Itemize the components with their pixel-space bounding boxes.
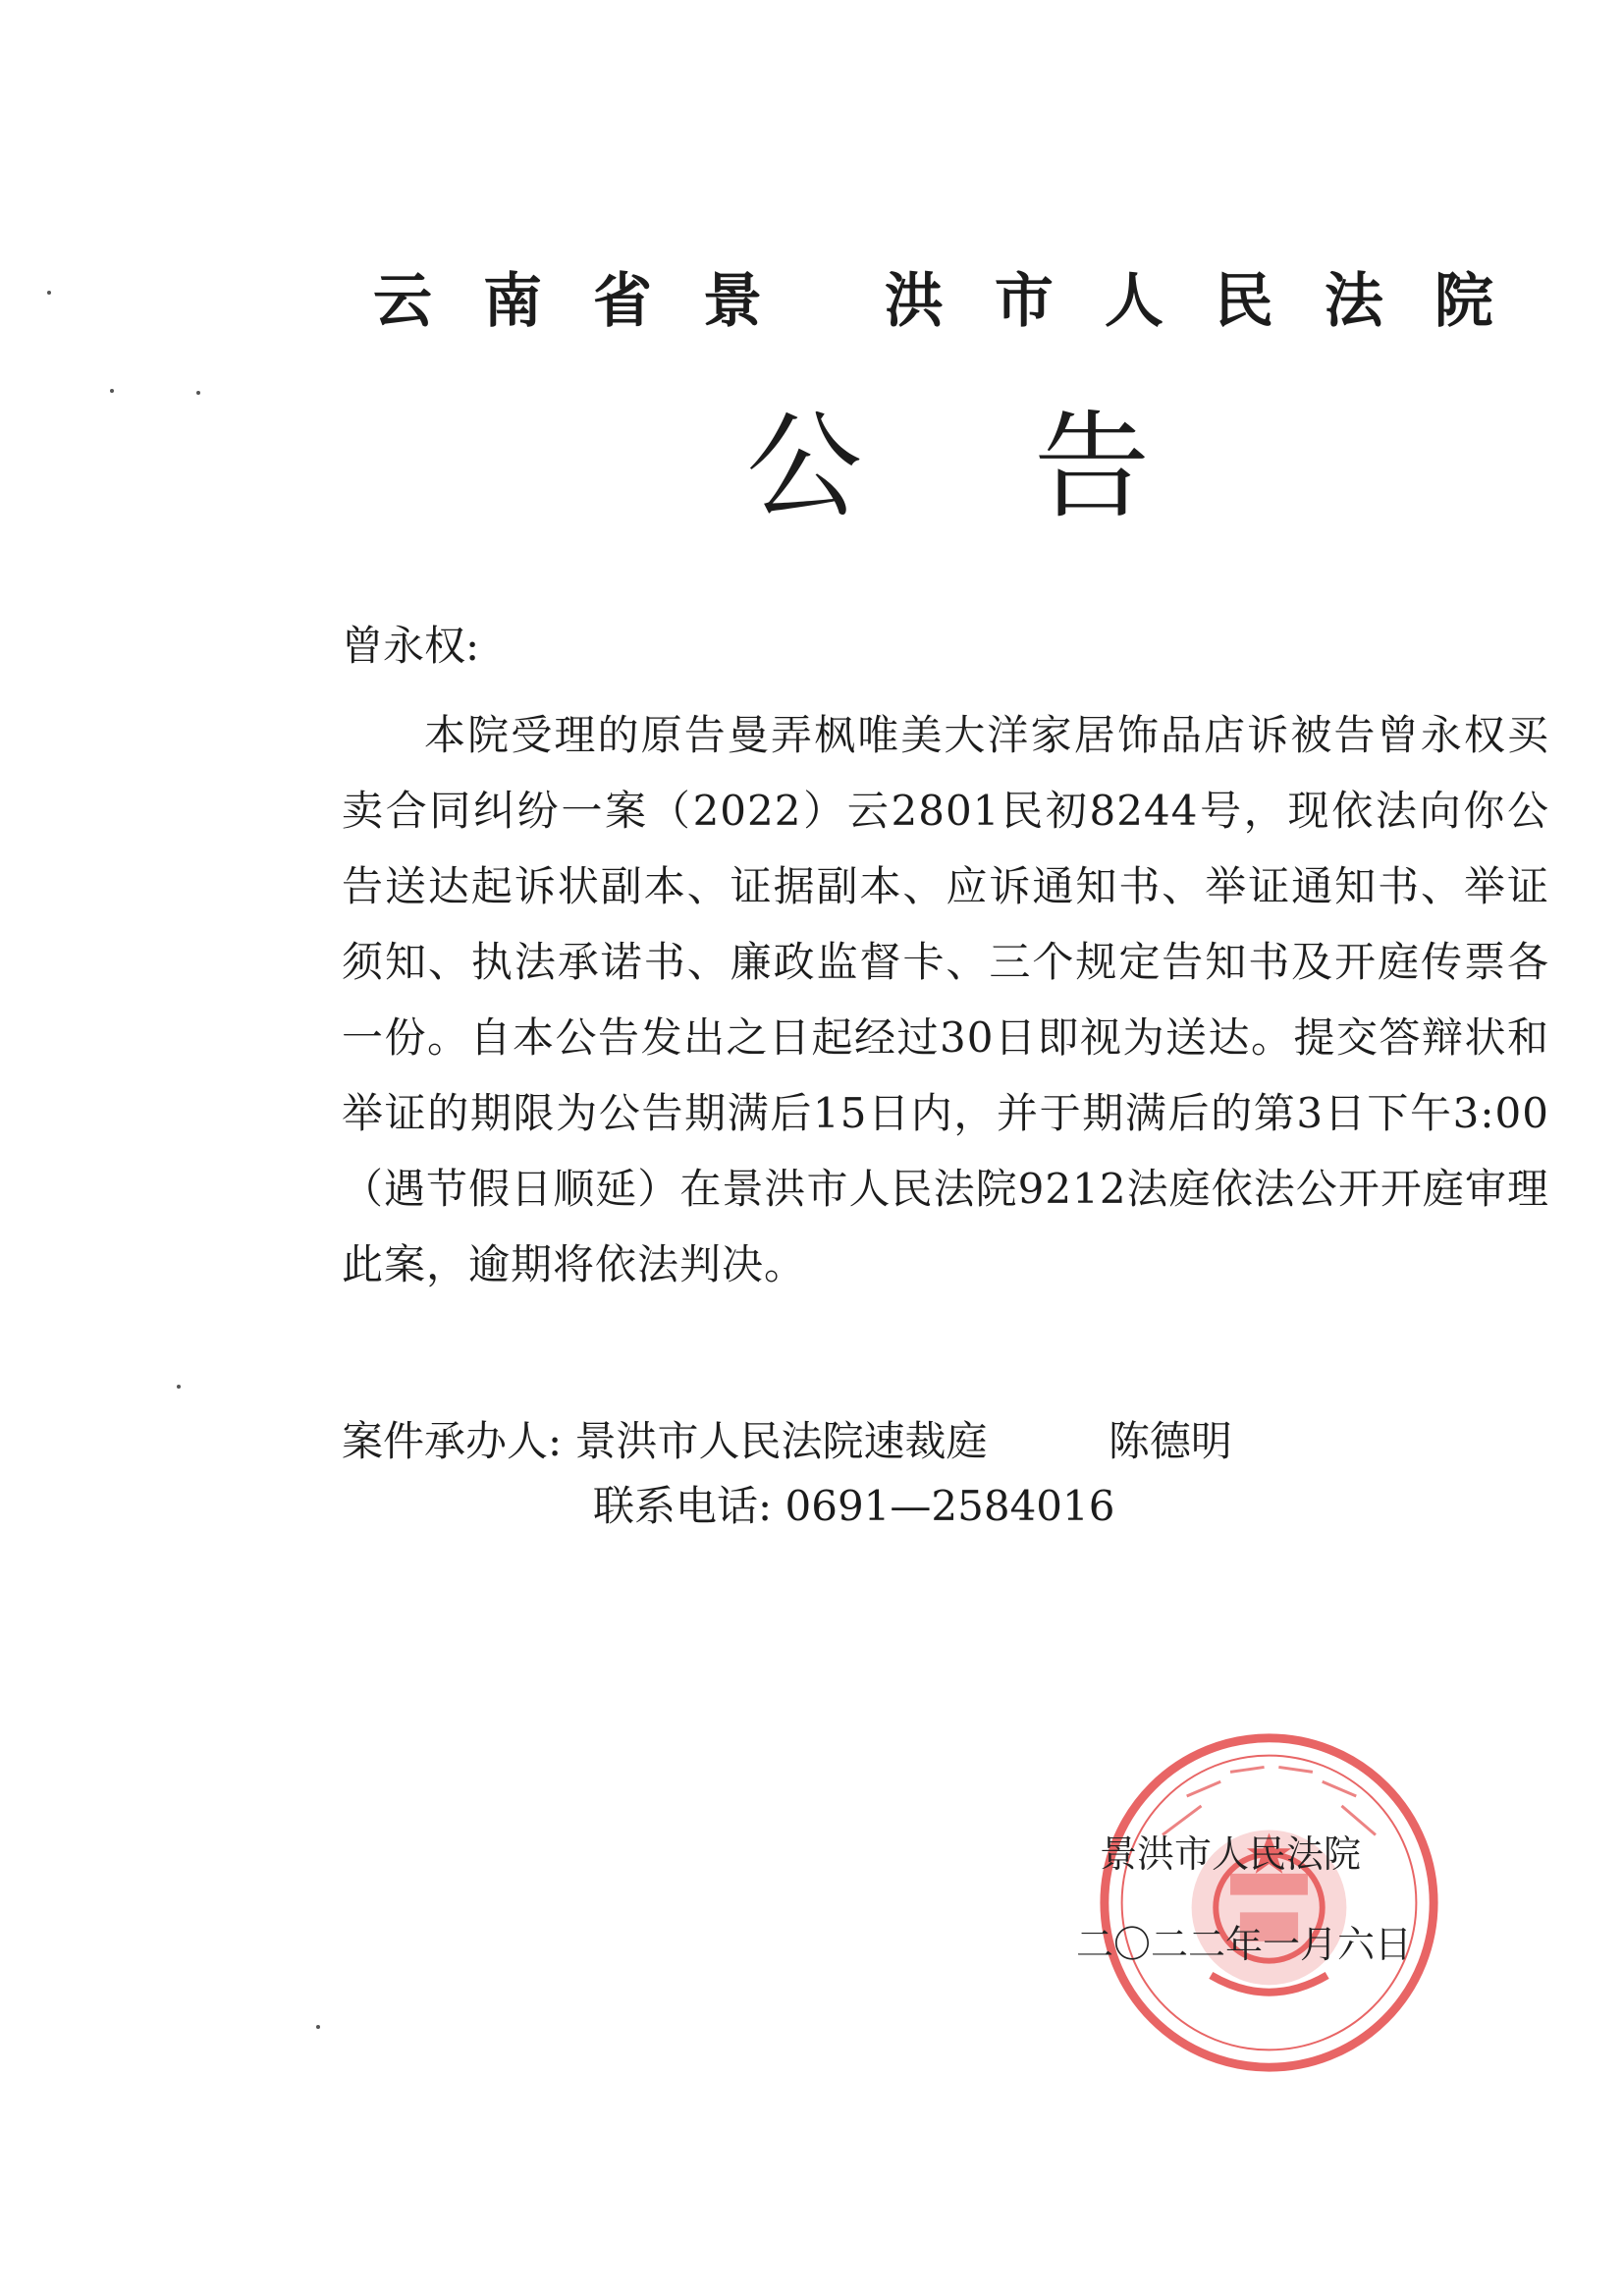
scan-speck	[47, 291, 51, 295]
addressee: 曾永权:	[342, 622, 480, 670]
court-name-heading: 云南省景 洪市人民法院	[373, 267, 1544, 336]
scan-speck	[110, 389, 114, 393]
signature-date: 二〇二二年一月六日	[1076, 1923, 1413, 1966]
notice-title: 公告	[746, 399, 1323, 534]
handler-label: 案件承办人:	[342, 1417, 563, 1465]
phone-label: 联系电话:	[593, 1482, 773, 1530]
signature-court: 景洪市人民法院	[1100, 1832, 1362, 1876]
scan-speck	[196, 391, 200, 395]
contact-phone-line	[593, 1475, 1114, 1538]
notice-body-paragraph: 本院受理的原告曼弄枫唯美大洋家居饰品店诉被告曾永权买卖合同纠纷一案（2022）云2801民初8244号，现依法向你公告送达起诉状副本、证据副本、应诉通知书、举证通知书、举证须知、执法承诺书、廉政监督卡、三个规定告知书及开庭传票各一份。自本公告发出之日起经过30日即视为送达。提交答辩状和举证的期限为公告期满后15日内，并于期满后的第3日下午3:00（遇节假日顺延）在景洪市人民法院9212法庭依法公开开庭审理此案，逾期将依法判决。	[342, 711, 1549, 1288]
case-handler-line	[342, 1410, 1232, 1473]
scan-speck	[316, 2025, 320, 2029]
phone-number: 0691—2584016	[784, 1482, 1115, 1530]
handler-department: 景洪市人民法院速裁庭	[574, 1417, 988, 1465]
court-seal-icon	[1095, 1728, 1443, 2077]
scan-speck	[177, 1385, 181, 1389]
handler-judge: 陈德明	[1108, 1417, 1232, 1465]
